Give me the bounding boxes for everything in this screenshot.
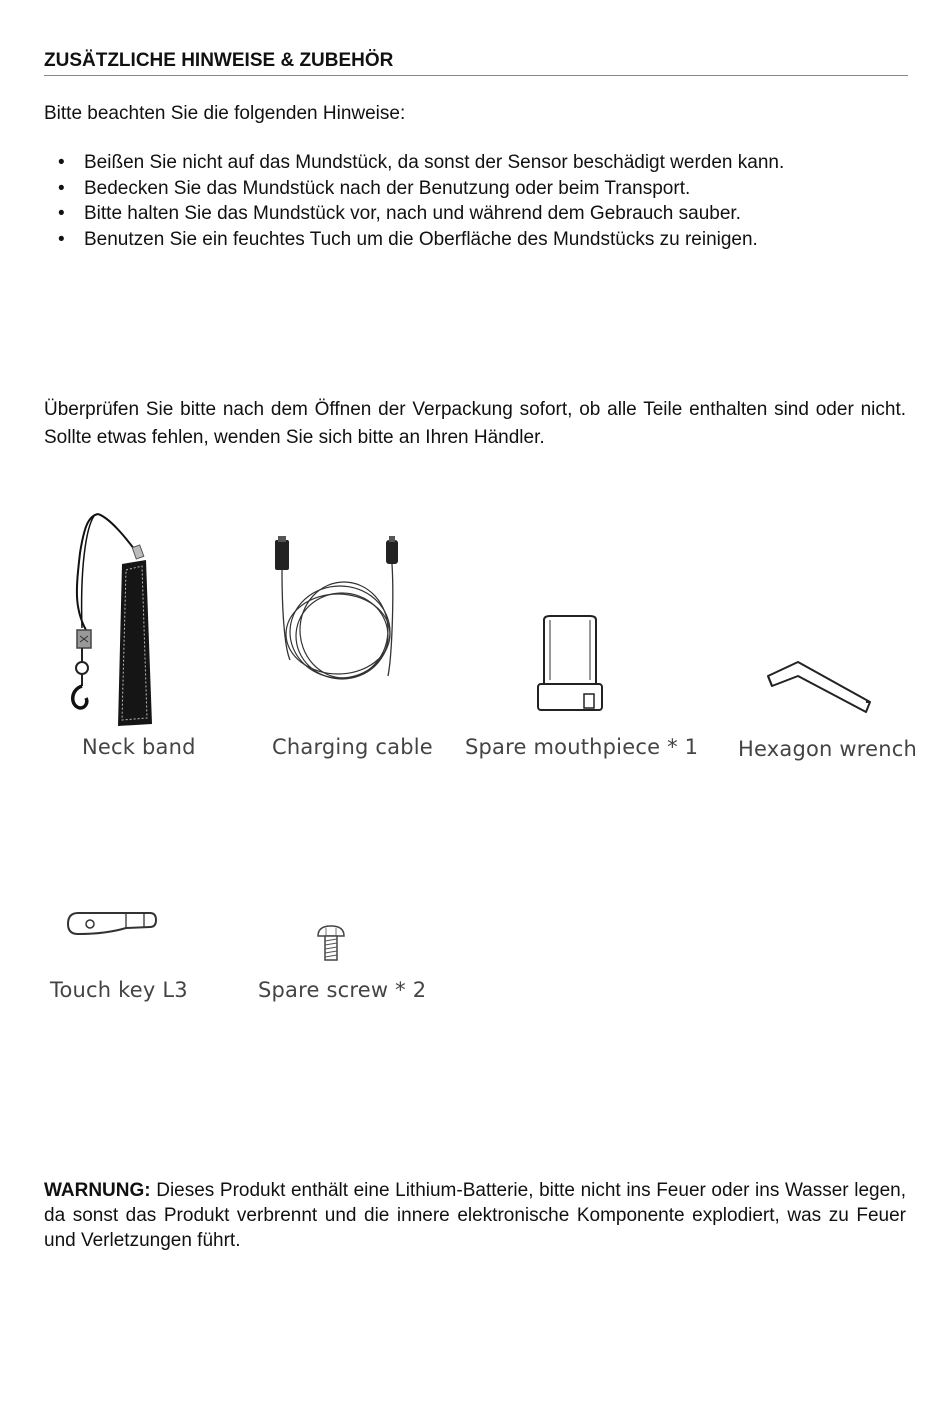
notes-list: [44, 150, 784, 252]
bullet: •: [58, 177, 65, 199]
bullet: •: [58, 152, 65, 173]
bullet: •: [58, 228, 65, 250]
bullet: •: [58, 203, 65, 224]
screw-icon: [316, 924, 346, 962]
warning-text: Dieses Produkt enthält eine Lithium-Batterie, bitte nicht ins Feuer oder ins Wasser legen, da sonst das Produkt verbrennt und die innere elektronische Komponente explodiert, was zu Feuer und Verletzungen führt.: [44, 1180, 907, 1251]
accessory-label: Touch key L3: [50, 978, 188, 1002]
charging-cable-icon: [270, 536, 410, 696]
warning-label: WARNUNG:: [44, 1180, 151, 1201]
page-heading: ZUSÄTZLICHE HINWEISE & ZUBEHÖR: [44, 50, 908, 76]
note-text: Bedecken Sie das Mundstück nach der Benutzung oder beim Transport.: [84, 177, 691, 199]
accessory-label: Spare mouthpiece * 1: [465, 735, 699, 759]
hex-wrench-icon: [762, 656, 878, 720]
accessory-label: Spare screw * 2: [258, 978, 427, 1002]
warning-paragraph: [44, 1178, 906, 1253]
touch-key-icon: [66, 910, 158, 938]
package-check-text: Überprüfen Sie bitte nach dem Öffnen der Verpackung sofort, ob alle Teile enthalten sind oder nicht. Sollte etwas fehlen, wenden Sie sich bitte an Ihren Händler.: [44, 399, 906, 448]
accessory-label: Neck band: [82, 735, 196, 759]
notes-intro: Bitte beachten Sie die folgenden Hinweise:: [44, 103, 406, 124]
accessory-label: Charging cable: [272, 735, 433, 759]
list-item: [44, 150, 784, 176]
list-item: [44, 227, 784, 253]
note-text: Benutzen Sie ein feuchtes Tuch um die Oberfläche des Mundstücks zu reinigen.: [84, 228, 758, 250]
list-item: [44, 201, 784, 227]
mouthpiece-icon: [534, 614, 606, 714]
note-text: Beißen Sie nicht auf das Mundstück, da sonst der Sensor beschädigt werden kann.: [84, 152, 785, 173]
neck-band-icon: [60, 508, 160, 728]
accessory-label: Hexagon wrench: [738, 737, 918, 761]
note-text: Bitte halten Sie das Mundstück vor, nach und während dem Gebrauch sauber.: [84, 203, 741, 224]
list-item: [44, 176, 784, 202]
